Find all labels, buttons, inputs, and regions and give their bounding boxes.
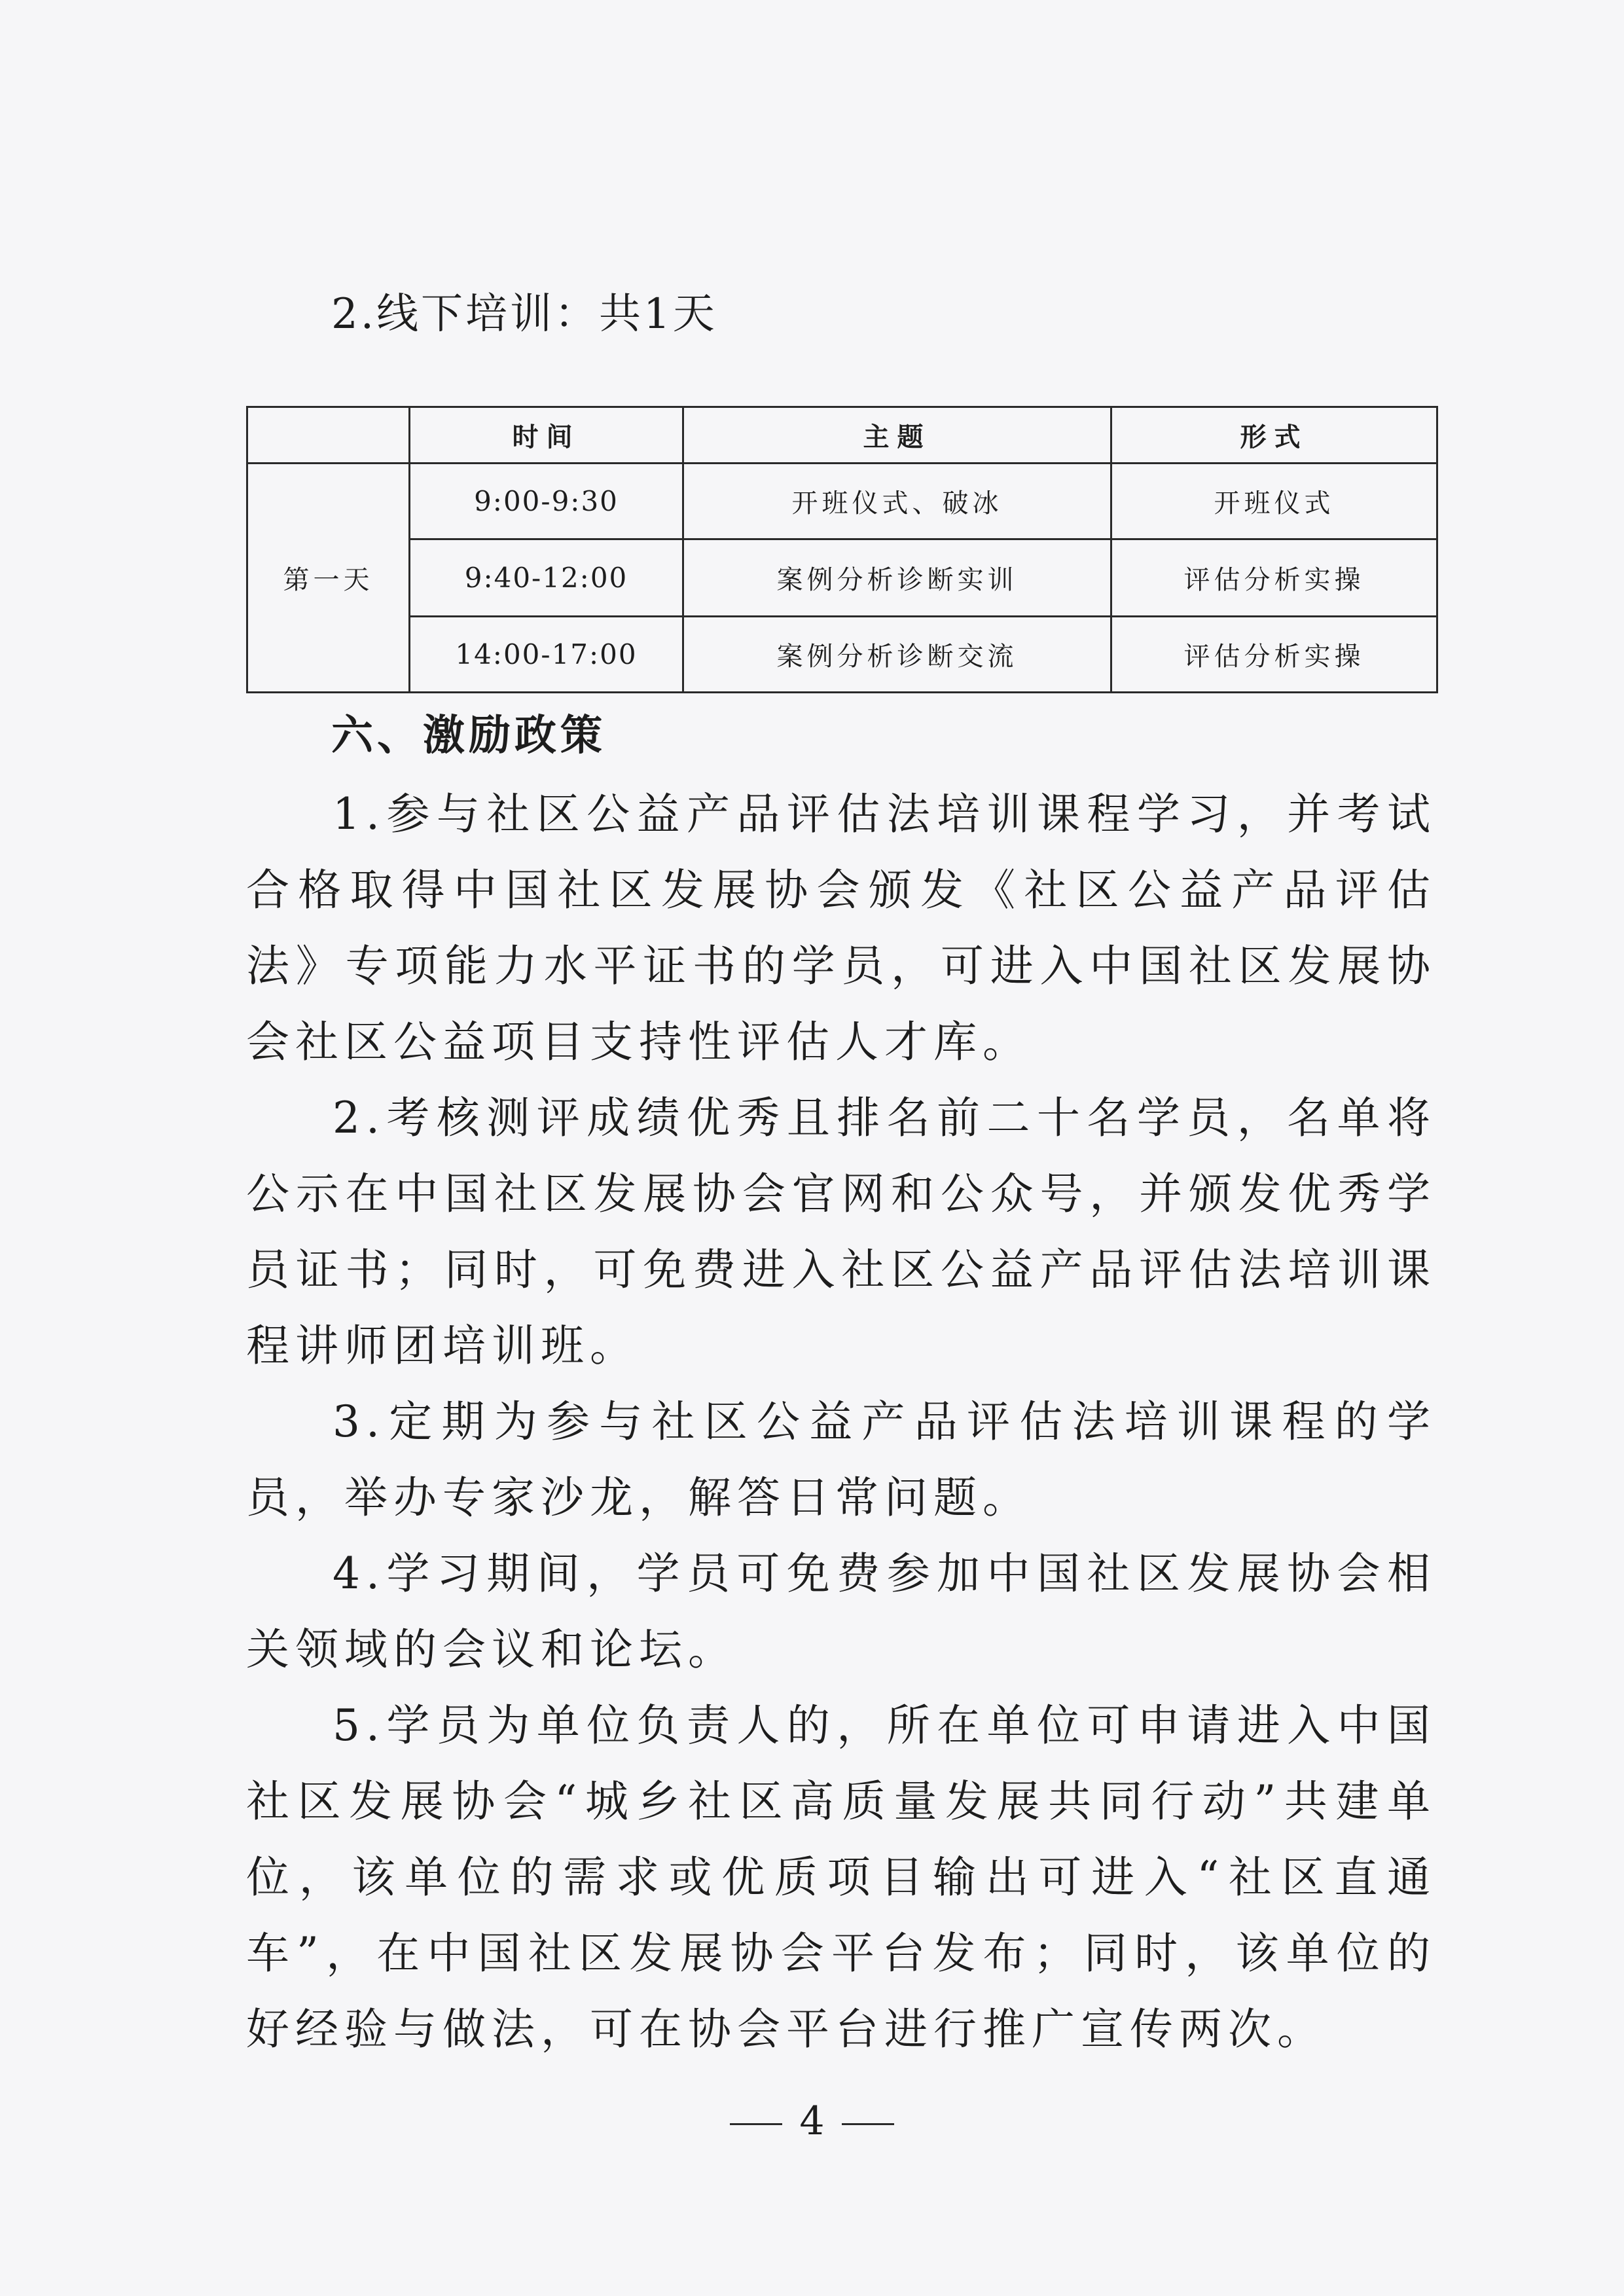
policy-item-4: 4.学习期间，学员可免费参加中国社区发展协会相关领域的会议和论坛。 <box>246 1548 1436 1675</box>
table-row <box>247 617 1437 693</box>
day-cell: 第一天 <box>247 464 410 693</box>
format-cell: 评估分析实操 <box>1111 617 1437 693</box>
incentive-policy-heading: 六、激励政策 <box>331 712 606 760</box>
offline-training-heading: 2.线下培训：共1天 <box>331 290 717 338</box>
format-cell: 开班仪式 <box>1111 464 1437 539</box>
policy-item-2: 2.考核测评成绩优秀且排名前二十名学员，名单将公示在中国社区发展协会官网和公众号，并颁发优秀学员证书；同时，可免费进入社区公益产品评估法培训课程讲师团培训班。 <box>246 1093 1436 1371</box>
policy-item-1: 1.参与社区公益产品评估法培训课程学习，并考试合格取得中国社区发展协会颁发《社区公益产品评估法》专项能力水平证书的学员，可进入中国社区发展协会社区公益项目支持性评估人才库。 <box>246 789 1436 1067</box>
header-cell-topic: 主题 <box>683 407 1111 464</box>
time-cell: 9:00-9:30 <box>410 464 683 539</box>
table-row <box>247 464 1437 539</box>
time-cell: 14:00-17:00 <box>410 617 683 693</box>
header-cell-time: 时间 <box>410 407 683 464</box>
header-cell-day <box>247 407 410 464</box>
dash-right <box>842 2123 894 2125</box>
format-cell: 评估分析实操 <box>1111 539 1437 617</box>
topic-cell: 案例分析诊断实训 <box>683 539 1111 617</box>
topic-cell: 开班仪式、破冰 <box>683 464 1111 539</box>
table-row <box>247 539 1437 617</box>
page-number-value: 4 <box>799 2098 825 2144</box>
dash-left <box>730 2123 782 2125</box>
page-number <box>0 2095 1624 2147</box>
time-cell: 9:40-12:00 <box>410 539 683 617</box>
policy-item-3: 3.定期为参与社区公益产品评估法培训课程的学员，举办专家沙龙，解答日常问题。 <box>246 1396 1436 1523</box>
policy-item-5: 5.学员为单位负责人的，所在单位可申请进入中国社区发展协会“城乡社区高质量发展共同行动”共建单位，该单位的需求或优质项目输出可进入“社区直通车”，在中国社区发展协会平台发布；同时，该单位的好经验与做法，可在协会平台进行推广宣传两次。 <box>246 1700 1436 2054</box>
header-cell-format: 形式 <box>1111 407 1437 464</box>
schedule-table <box>246 406 1438 693</box>
policy-list <box>246 776 1436 2068</box>
table-header-row <box>247 407 1437 464</box>
topic-cell: 案例分析诊断交流 <box>683 617 1111 693</box>
